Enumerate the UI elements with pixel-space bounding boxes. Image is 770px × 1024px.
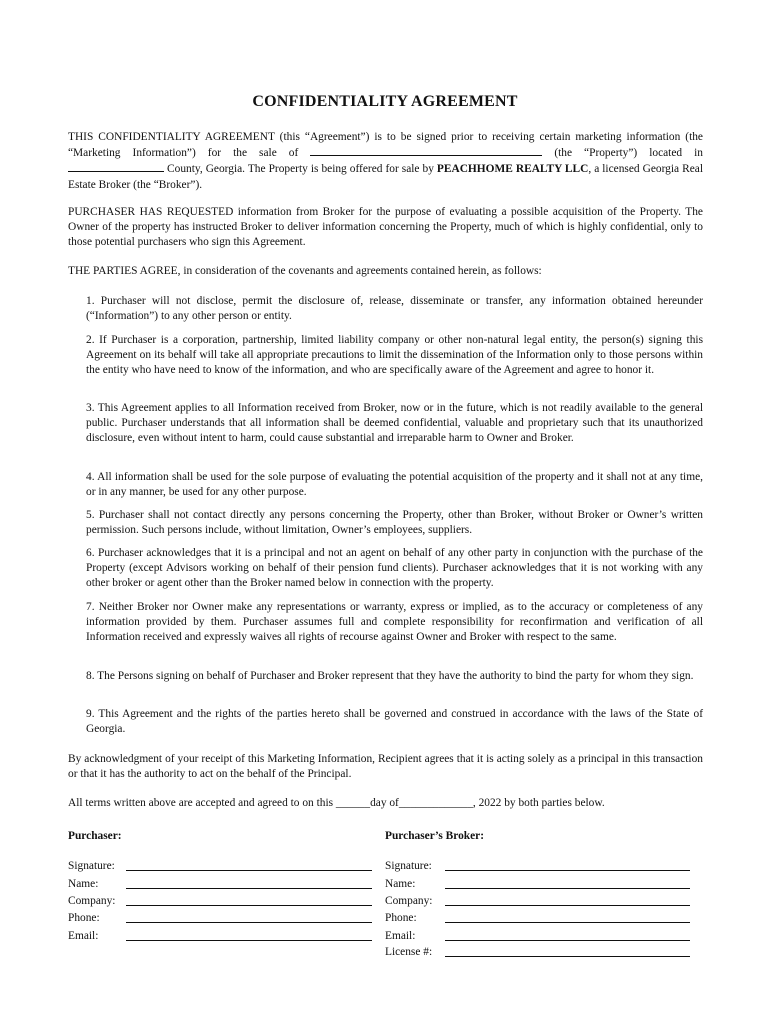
- purchaser-signature-label: Signature:: [68, 860, 115, 872]
- purchaser-phone-field[interactable]: [126, 922, 372, 923]
- purchaser-signature-field[interactable]: [126, 870, 372, 871]
- broker-name-row: [385, 876, 692, 892]
- broker-company-label: Company:: [385, 895, 433, 907]
- purchaser-phone-row: [68, 910, 374, 926]
- purchaser-name-row: [68, 876, 374, 892]
- intro-text-1: THIS CONFIDENTIALITY AGREEMENT (this “Agreement”) is to be signed prior to receiving certain marketing information (the “Marketing Information”) for the sale of: [68, 131, 703, 160]
- broker-email-row: [385, 928, 692, 944]
- intro-text-2: (the “Property”) located in: [554, 147, 703, 160]
- clause-6: 6. Purchaser acknowledges that it is a principal and not an agent on behalf of any other party in conjunction with the purchase of the Property (except Advisors working on behalf of their pension fund clients). Purchaser acknowledges that it is not working with any other broker or agent other than the Broker named below in connection with the property.: [86, 547, 703, 590]
- broker-phone-label: Phone:: [385, 912, 417, 924]
- clause-7: 7. Neither Broker nor Owner make any representations or warranty, express or implied, as to the accuracy or completeness of any information provided by them. Purchaser assumes full and complete responsibility for reconfirmation and verification of all Information received and expressly waives all rights of recourse against Owner and Broker with respect to the same.: [86, 601, 703, 644]
- broker-company-row: [385, 893, 692, 909]
- purchaser-company-label: Company:: [68, 895, 116, 907]
- broker-license-row: [385, 944, 692, 960]
- clause-2: 2. If Purchaser is a corporation, partnership, limited liability company or other non-natural legal entity, the person(s) signing this Agreement on its behalf will take all appropriate precautions to limit the dissemination of the Information only to those persons within the entity who have need to know of the information, and who are specifically aware of the Agreement and agree to honor it.: [86, 334, 703, 377]
- broker-phone-row: [385, 910, 692, 926]
- purchaser-company-row: [68, 893, 374, 909]
- purchaser-name-field[interactable]: [126, 888, 372, 889]
- accepted-paragraph: All terms written above are accepted and agreed to on this ______day of_____________, 2022 by both parties below.: [68, 797, 605, 809]
- purchaser-signature-row: [68, 858, 374, 874]
- intro-text-4: , a licensed Georgia Real Estate Broker (the “Broker”).: [68, 163, 703, 191]
- county-blank[interactable]: [68, 161, 164, 172]
- broker-phone-field[interactable]: [445, 922, 690, 923]
- purchaser-email-row: [68, 928, 374, 944]
- property-blank[interactable]: [310, 145, 542, 156]
- broker-email-field[interactable]: [445, 940, 690, 941]
- broker-signature-row: [385, 858, 692, 874]
- purchaser-heading: Purchaser:: [68, 830, 122, 842]
- clause-5: 5. Purchaser shall not contact directly any persons concerning the Property, other than Broker, without Broker or Owner’s written permission. Such persons include, without limitation, Owner’s employees, suppliers.: [86, 509, 703, 537]
- clause-9: 9. This Agreement and the rights of the parties hereto shall be governed and construed in accordance with the laws of the State of Georgia.: [86, 708, 703, 736]
- broker-license-label: License #:: [385, 946, 433, 958]
- document-title: CONFIDENTIALITY AGREEMENT: [252, 93, 518, 110]
- purchaser-request-paragraph: PURCHASER HAS REQUESTED information from Broker for the purpose of evaluating a possible acquisition of the Property. The Owner of the property has instructed Broker to deliver information concerning the Property, much of which is highly confidential, only to those potential purchasers who sign this Agreement.: [68, 206, 703, 249]
- broker-company-field[interactable]: [445, 905, 690, 906]
- intro-text-3: County, Georgia. The Property is being offered for sale by: [167, 163, 434, 176]
- clause-8: 8. The Persons signing on behalf of Purchaser and Broker represent that they have the authority to bind the party for whom they sign.: [86, 670, 694, 682]
- acknowledgment-paragraph: By acknowledgment of your receipt of this Marketing Information, Recipient agrees that it is acting solely as a principal in this transaction or that it has the authority to act on the behalf of the Principal.: [68, 753, 703, 781]
- broker-email-label: Email:: [385, 930, 416, 942]
- broker-name-label: Name:: [385, 878, 416, 890]
- parties-agree-paragraph: THE PARTIES AGREE, in consideration of the covenants and agreements contained herein, as follows:: [68, 265, 542, 277]
- purchaser-company-field[interactable]: [126, 905, 372, 906]
- intro-paragraph: [68, 130, 703, 193]
- broker-company-name: PEACHHOME REALTY LLC: [436, 163, 589, 176]
- broker-name-field[interactable]: [445, 888, 690, 889]
- purchaser-email-field[interactable]: [126, 940, 372, 941]
- clause-4: 4. All information shall be used for the sole purpose of evaluating the potential acquisition of the property and it shall not at any time, or in any manner, be used for any other purpose.: [86, 471, 703, 499]
- broker-signature-field[interactable]: [445, 870, 690, 871]
- clause-1: 1. Purchaser will not disclose, permit the disclosure of, release, disseminate or transfer, any information obtained hereunder (“Information”) to any other person or entity.: [86, 295, 703, 323]
- purchaser-phone-label: Phone:: [68, 912, 100, 924]
- broker-heading: Purchaser’s Broker:: [385, 830, 485, 842]
- broker-signature-label: Signature:: [385, 860, 432, 872]
- clause-3: 3. This Agreement applies to all Information received from Broker, now or in the future, which is not readily available to the general public. Purchaser understands that all information shall be deemed confidential, valuable and proprietary such that its unauthorized disclosure, even without intent to harm, could cause substantial and irreparable harm to Owner and Broker.: [86, 402, 703, 445]
- purchaser-email-label: Email:: [68, 930, 99, 942]
- broker-license-field[interactable]: [445, 956, 690, 957]
- purchaser-name-label: Name:: [68, 878, 99, 890]
